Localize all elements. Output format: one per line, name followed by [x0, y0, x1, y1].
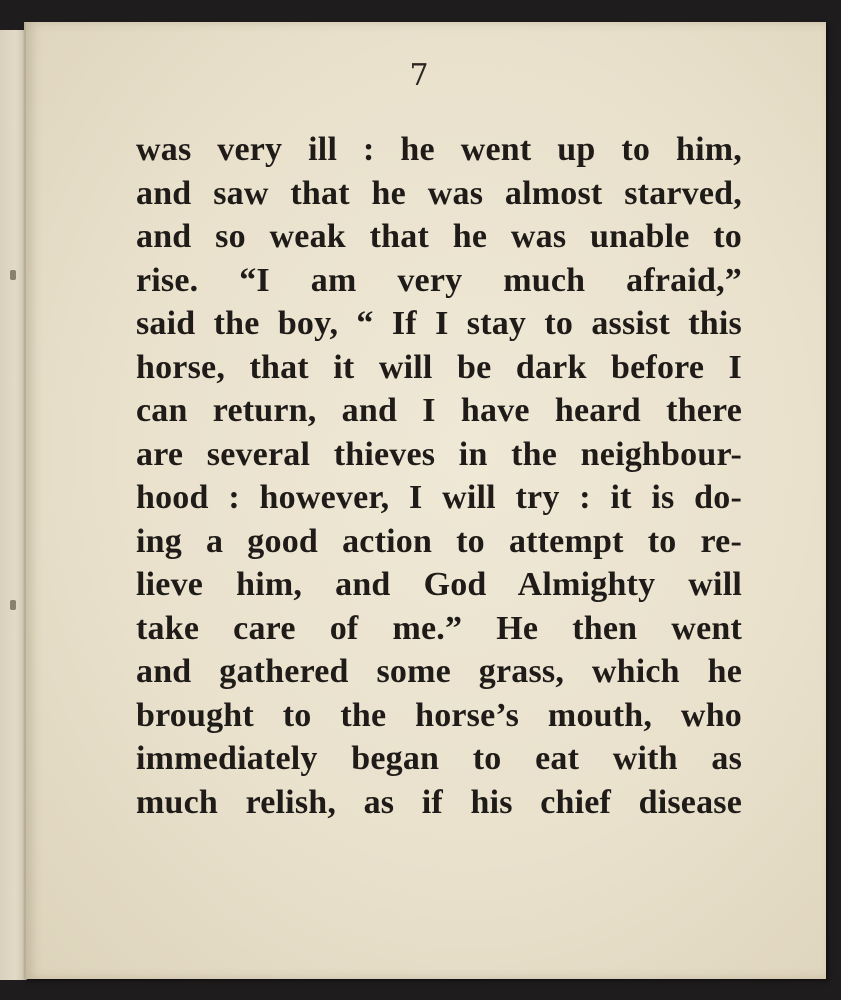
- text-line: said the boy, “ If I stay to assist this: [136, 305, 742, 342]
- text-line: and saw that he was almost starved,: [136, 174, 742, 212]
- text-line: rise. “I am very much afraid,”: [136, 261, 742, 299]
- text-line: horse, that it will be dark before I: [136, 348, 742, 386]
- binding-stitch: [10, 600, 16, 610]
- binding-stitch: [10, 270, 16, 280]
- text-line: much relish, as if his chief disease: [136, 783, 742, 821]
- page-number: 7: [409, 58, 429, 93]
- text-line: and so weak that he was unable to: [136, 218, 742, 255]
- text-line: are several thieves in the neighbour-: [136, 435, 742, 473]
- book-page: [24, 22, 826, 979]
- text-line: was very ill : he went up to him,: [136, 131, 742, 168]
- body-text: [136, 128, 742, 824]
- text-line: lieve him, and God Almighty will: [136, 566, 742, 603]
- text-line: can return, and I have heard there: [136, 392, 742, 429]
- text-line: ing a good action to attempt to re-: [136, 522, 742, 560]
- text-line: and gathered some grass, which he: [136, 653, 742, 690]
- text-line: take care of me.” He then went: [136, 609, 742, 647]
- left-page-edge: [0, 30, 27, 980]
- text-line: immediately began to eat with as: [136, 740, 742, 777]
- text-line: hood : however, I will try : it is do-: [136, 479, 742, 516]
- text-line: brought to the horse’s mouth, who: [136, 696, 742, 734]
